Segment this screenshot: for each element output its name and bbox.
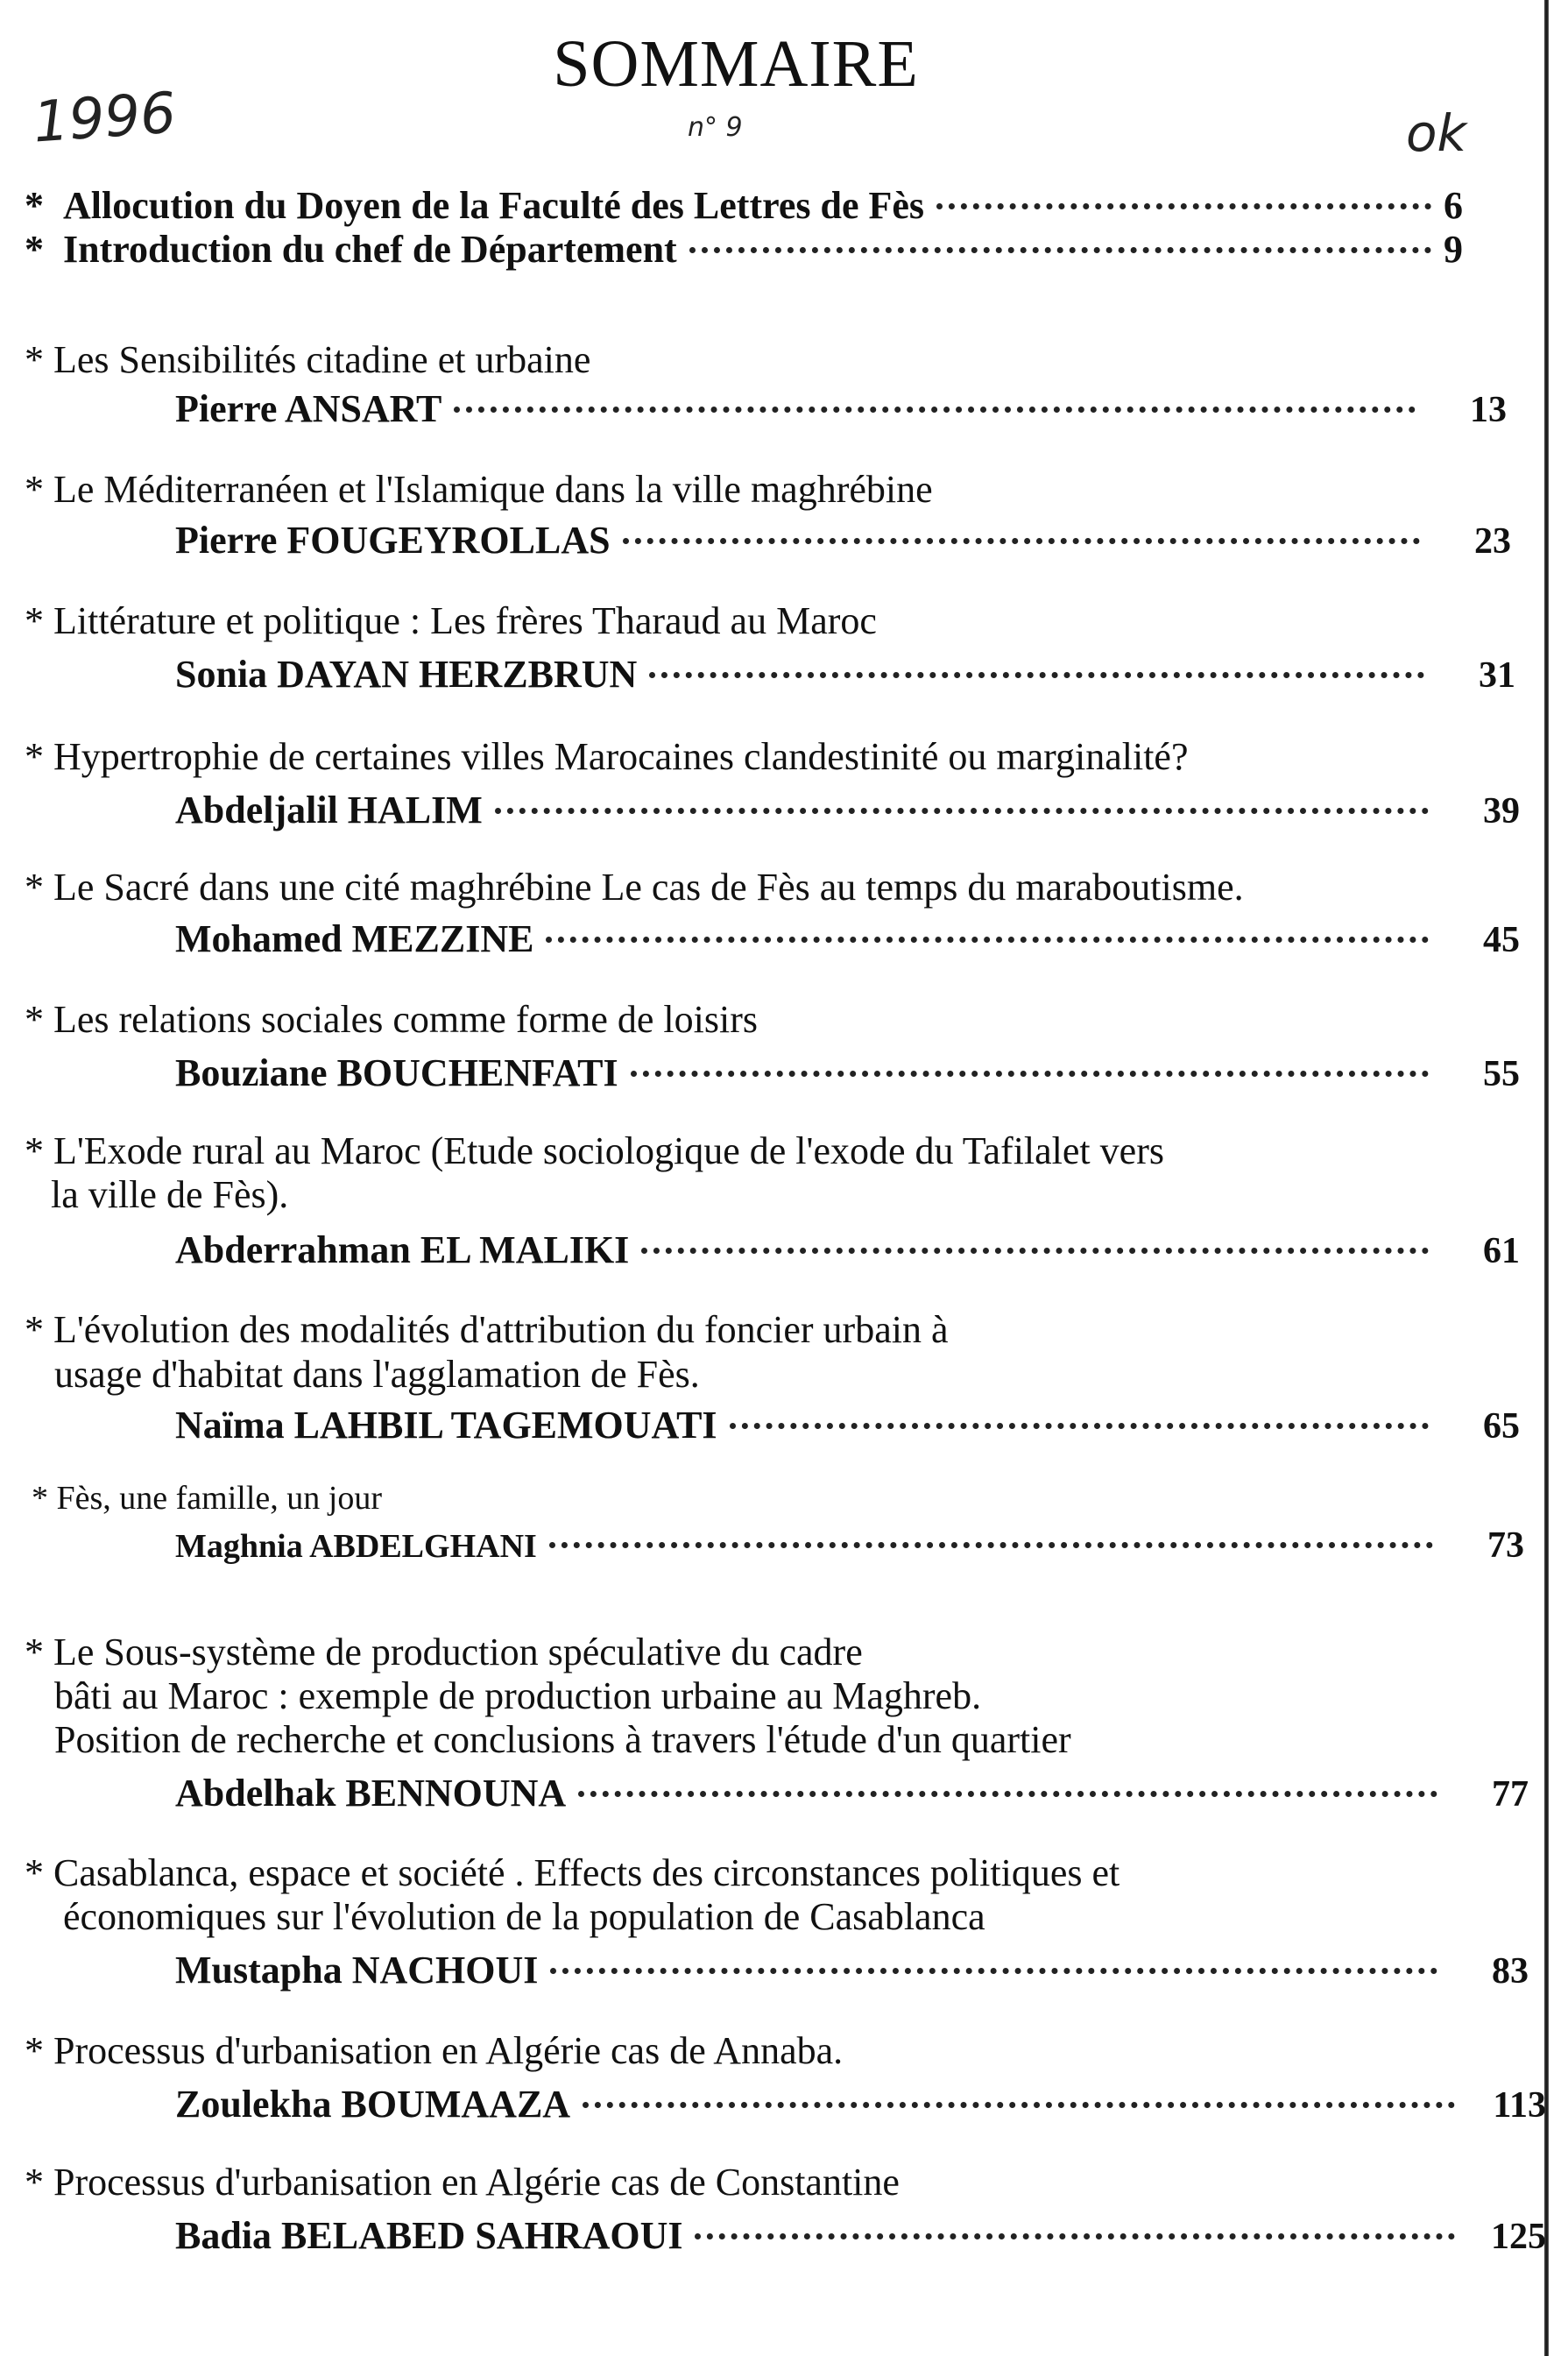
author-line bbox=[175, 1761, 1529, 1815]
author-line bbox=[175, 377, 1507, 431]
entry-title-line: * Le Méditerranéen et l'Islamique dans la ville maghrébine bbox=[25, 468, 933, 511]
author-name: Naïma LAHBIL TAGEMOUATI bbox=[175, 1404, 717, 1447]
page-number: 61 bbox=[1483, 1231, 1520, 1271]
dot-leader bbox=[936, 165, 1431, 209]
page-number: 125 bbox=[1491, 2217, 1546, 2257]
page-number: 83 bbox=[1492, 1951, 1529, 1992]
page-number: 39 bbox=[1483, 791, 1520, 831]
entry-title-line: * Les relations sociales comme forme de loisirs bbox=[25, 998, 758, 1041]
author-name: Pierre FOUGEYROLLAS bbox=[175, 519, 611, 562]
author-line bbox=[175, 1938, 1529, 1992]
author-line bbox=[175, 1393, 1520, 1447]
author-line bbox=[175, 2204, 1546, 2258]
entry-bullet: * bbox=[25, 735, 44, 778]
author-name: Zoulekha BOUMAAZA bbox=[175, 2083, 571, 2126]
entry-bullet: * bbox=[25, 2029, 44, 2072]
dot-leader bbox=[649, 633, 1424, 678]
page-number: 77 bbox=[1492, 1774, 1529, 1815]
entry-title-line: * L'Exode rural au Maroc (Etude sociologique de l'exode du Tafilalet vers bbox=[25, 1129, 1164, 1172]
entry-bullet: * bbox=[32, 1480, 48, 1517]
entry-bullet: * bbox=[25, 468, 44, 511]
page-number: 31 bbox=[1479, 655, 1515, 696]
author-line bbox=[175, 2072, 1546, 2126]
entry-bullet: * bbox=[25, 228, 44, 271]
entry-title-line: * Processus d'urbanisation en Algérie cas de Annaba. bbox=[25, 2029, 844, 2072]
entry-bullet: * bbox=[25, 1851, 44, 1894]
entry-title-line: * Le Sous-système de production spéculative du cadre bbox=[25, 1631, 863, 1673]
author-name: Mustapha NACHOUI bbox=[175, 1949, 539, 1992]
author-line bbox=[175, 907, 1520, 961]
dot-leader bbox=[454, 368, 1416, 413]
entry-bullet: * bbox=[25, 1129, 44, 1172]
author-name: Abderrahman EL MALIKI bbox=[175, 1228, 630, 1271]
author-name: Bouziane BOUCHENFATI bbox=[175, 1051, 618, 1094]
front-entry-title: Introduction du chef de Département bbox=[63, 228, 677, 271]
page-edge-shadow bbox=[1544, 0, 1549, 2356]
handwritten-ok-annotation: ok bbox=[1406, 103, 1467, 163]
front-entry bbox=[25, 217, 1496, 270]
entry-title-line: * Les Sensibilités citadine et urbaine bbox=[25, 338, 591, 381]
author-name: Mohamed MEZZINE bbox=[175, 917, 534, 960]
page-number: 65 bbox=[1483, 1406, 1520, 1447]
entry-title-line: * Casablanca, espace et société . Effects des circonstances politiques et bbox=[25, 1851, 1120, 1894]
dot-leader bbox=[623, 499, 1420, 544]
entry-bullet: * bbox=[25, 998, 44, 1041]
dot-leader bbox=[495, 769, 1429, 814]
author-name: Badia BELABED SAHRAOUI bbox=[175, 2214, 683, 2257]
entry-bullet: * bbox=[25, 1631, 44, 1673]
entry-bullet: * bbox=[25, 184, 44, 227]
entry-title-line: la ville de Fès). bbox=[51, 1173, 289, 1216]
entry-title-line: * Le Sacré dans une cité maghrébine Le cas de Fès au temps du maraboutisme. bbox=[25, 866, 1244, 909]
page-number: 113 bbox=[1493, 2085, 1546, 2126]
dot-leader bbox=[730, 1384, 1429, 1429]
author-name: Abdelhak BENNOUNA bbox=[175, 1772, 567, 1815]
front-entry-title: Allocution du Doyen de la Faculté des Lettres de Fès bbox=[63, 184, 925, 227]
dot-leader bbox=[695, 2195, 1455, 2239]
author-line bbox=[175, 1218, 1520, 1272]
dot-leader bbox=[583, 2063, 1455, 2108]
page-title: SOMMAIRE bbox=[553, 27, 919, 101]
dot-leader bbox=[641, 1209, 1429, 1254]
page-number: 9 bbox=[1444, 228, 1463, 271]
entry-title-line: * Hypertrophie de certaines villes Marocaines clandestinité ou marginalité? bbox=[25, 735, 1189, 778]
author-name: Sonia DAYAN HERZBRUN bbox=[175, 653, 638, 696]
handwritten-year-annotation: 1996 bbox=[31, 81, 179, 156]
entry-title-line: * L'évolution des modalités d'attribution du foncier urbain à bbox=[25, 1308, 949, 1351]
author-name: Pierre ANSART bbox=[175, 387, 442, 430]
entry-bullet: * bbox=[25, 866, 44, 909]
author-line bbox=[175, 642, 1515, 697]
entry-title-line: économiques sur l'évolution de la population de Casablanca bbox=[63, 1895, 985, 1938]
entry-title-line: Position de recherche et conclusions à travers l'étude d'un quartier bbox=[54, 1718, 1071, 1761]
dot-leader bbox=[546, 898, 1429, 943]
entry-bullet: * bbox=[25, 1308, 44, 1351]
entry-title-line: bâti au Maroc : exemple de production urbaine au Maghreb. bbox=[54, 1674, 982, 1717]
page-number: 6 bbox=[1444, 184, 1463, 227]
page-number: 13 bbox=[1470, 390, 1507, 430]
entry-title-line: * Processus d'urbanisation en Algérie cas de Constantine bbox=[25, 2161, 900, 2204]
dot-leader bbox=[578, 1752, 1437, 1797]
author-line bbox=[175, 1518, 1524, 1567]
dot-leader bbox=[689, 209, 1431, 253]
entry-title-line: usage d'habitat dans l'agglamation de Fès. bbox=[54, 1353, 700, 1396]
entry-bullet: * bbox=[25, 599, 44, 642]
page-number: 45 bbox=[1483, 920, 1520, 960]
dot-leader bbox=[631, 1032, 1429, 1077]
dot-leader bbox=[550, 1929, 1437, 1974]
author-name: Abdeljalil HALIM bbox=[175, 789, 483, 831]
entry-bullet: * bbox=[25, 2161, 44, 2204]
entry-bullet: * bbox=[25, 338, 44, 381]
author-line bbox=[175, 1041, 1520, 1095]
entry-title-line: * Fès, une famille, un jour bbox=[32, 1480, 382, 1517]
author-line bbox=[175, 508, 1511, 562]
author-line bbox=[175, 778, 1520, 832]
page-number: 23 bbox=[1474, 521, 1511, 562]
handwritten-number-annotation: n° 9 bbox=[688, 112, 743, 143]
dot-leader bbox=[549, 1509, 1433, 1548]
author-name: Maghnia ABDELGHANI bbox=[175, 1528, 537, 1565]
entry-title-line: * Littérature et politique : Les frères Tharaud au Maroc bbox=[25, 599, 877, 642]
page-number: 73 bbox=[1487, 1525, 1524, 1566]
page-number: 55 bbox=[1483, 1054, 1520, 1094]
